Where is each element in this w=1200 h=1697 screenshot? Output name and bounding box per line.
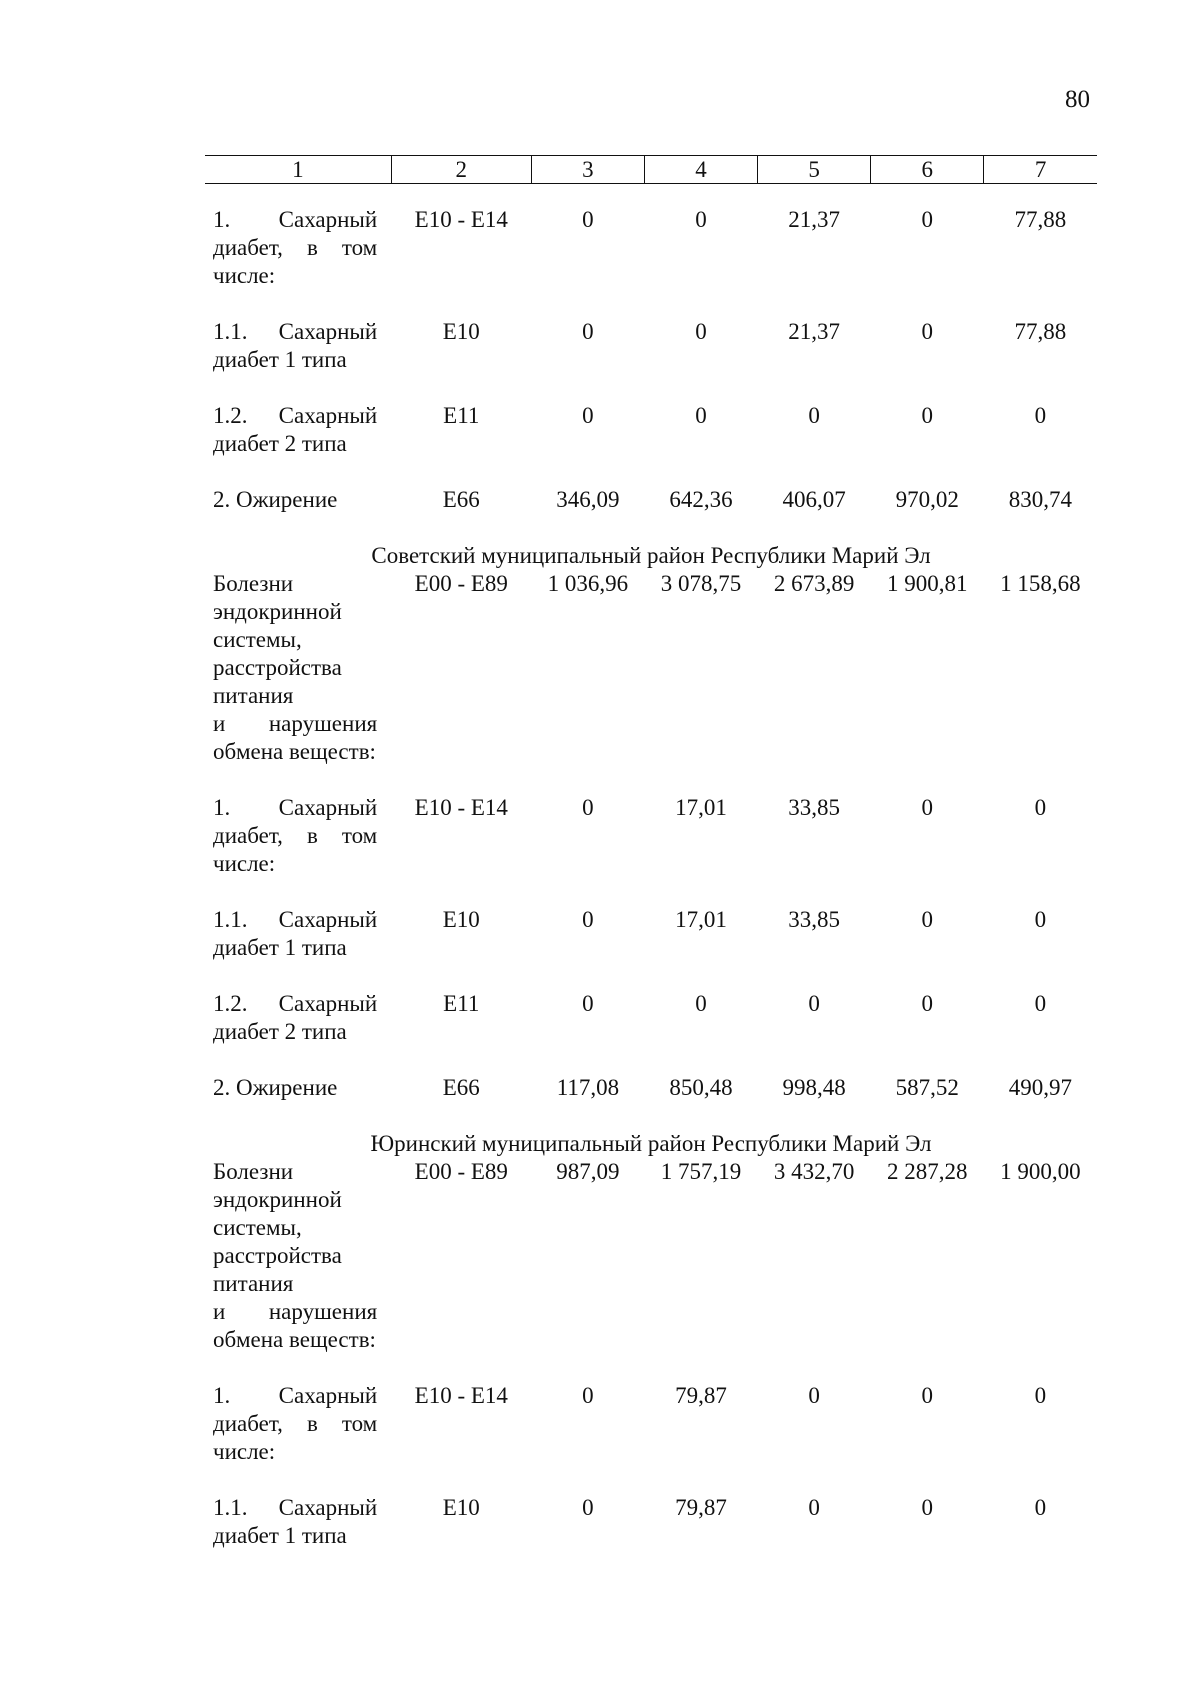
row-name (205, 402, 391, 486)
value-cell: 0 (921, 403, 934, 428)
header-cell: 4 (644, 156, 757, 184)
row-name-line: обмена веществ: (213, 1327, 376, 1352)
value-cell: 2 673,89 (773, 571, 855, 596)
value-cell: 0 (1034, 907, 1047, 932)
value-cell: 850,48 (669, 1075, 733, 1100)
value-cell: 1 036,96 (547, 571, 629, 596)
row-name-line: 1. Сахарный (213, 1383, 378, 1408)
icd-code: E11 (443, 991, 480, 1016)
value-cell: 1 900,81 (887, 571, 968, 596)
value-cell: 0 (921, 907, 934, 932)
value-cell: 406,07 (782, 487, 846, 512)
row-name-line: системы, (213, 1215, 302, 1240)
value-cell: 0 (695, 991, 707, 1016)
row-name-line: 1.1. Сахарный (213, 1495, 378, 1520)
value-cell: 21,37 (788, 207, 841, 232)
value-cell: 490,97 (1008, 1075, 1073, 1100)
row-name (205, 570, 391, 794)
row-name-line: диабет 1 типа (213, 1523, 347, 1548)
row-name-line: и нарушения (213, 711, 378, 736)
value-cell: 970,02 (895, 487, 959, 512)
value-cell: 3 078,75 (660, 571, 742, 596)
table-row (205, 570, 1097, 794)
section-title-row (205, 542, 1097, 570)
value-cell: 0 (582, 1383, 594, 1408)
row-name (205, 990, 391, 1074)
value-cell: 0 (921, 1495, 934, 1520)
value-cell: 346,09 (556, 487, 620, 512)
value-cell: 0 (582, 403, 594, 428)
value-cell: 79,87 (675, 1495, 727, 1520)
row-name (205, 1074, 391, 1130)
value-cell: 987,09 (556, 1159, 620, 1184)
table-row (205, 990, 1097, 1074)
row-name (205, 486, 391, 542)
value-cell: 0 (808, 1495, 820, 1520)
row-name-line: 2. Ожирение (213, 1075, 338, 1100)
table-row (205, 402, 1097, 486)
section-title: Советский муниципальный район Республики Марий Эл (371, 543, 931, 568)
table-row (205, 1382, 1097, 1494)
value-cell: 642,36 (669, 487, 733, 512)
value-cell: 33,85 (788, 907, 841, 932)
row-name-line: числе: (213, 851, 276, 876)
value-cell: 998,48 (782, 1075, 846, 1100)
table-row (205, 1158, 1097, 1382)
row-name-line: 1.1. Сахарный (213, 319, 378, 344)
row-name (205, 206, 391, 318)
section-title: Юринский муниципальный район Республики Марий Эл (370, 1131, 932, 1156)
icd-code: E10 - E14 (414, 207, 508, 232)
row-name-line: питания (213, 1271, 294, 1296)
value-cell: 0 (808, 403, 820, 428)
icd-code: E66 (442, 487, 480, 512)
value-cell: 0 (1034, 795, 1047, 820)
row-name-line: 1. Сахарный (213, 795, 378, 820)
icd-code: E00 - E89 (414, 1159, 508, 1184)
value-cell: 0 (921, 319, 934, 344)
row-name-line: питания (213, 683, 294, 708)
value-cell: 2 287,28 (887, 1159, 968, 1184)
value-cell: 0 (582, 795, 594, 820)
value-cell: 0 (1034, 1495, 1047, 1520)
row-name (205, 1494, 391, 1578)
table-row (205, 486, 1097, 542)
value-cell: 0 (808, 991, 820, 1016)
value-cell: 0 (921, 795, 934, 820)
value-cell: 117,08 (556, 1075, 620, 1100)
row-name-line: эндокринной (213, 599, 342, 624)
row-name-line: 1. Сахарный (213, 207, 378, 232)
row-name-line: расстройства (213, 655, 342, 680)
value-cell: 0 (582, 207, 594, 232)
value-cell: 21,37 (788, 319, 841, 344)
value-cell: 0 (695, 319, 707, 344)
value-cell: 17,01 (675, 795, 727, 820)
section-title-row (205, 1130, 1097, 1158)
value-cell: 0 (808, 1383, 820, 1408)
row-name-line: системы, (213, 627, 302, 652)
row-name (205, 794, 391, 906)
row-name-line: обмена веществ: (213, 739, 376, 764)
header-cell: 2 (391, 156, 531, 184)
data-table (205, 206, 1097, 1578)
row-name (205, 1158, 391, 1382)
row-name-line: расстройства (213, 1243, 342, 1268)
value-cell: 0 (921, 207, 934, 232)
row-name-line: диабет 1 типа (213, 935, 347, 960)
table-row (205, 1074, 1097, 1130)
row-name-line: 1.2. Сахарный (213, 991, 378, 1016)
row-name (205, 1382, 391, 1494)
icd-code: E11 (443, 403, 480, 428)
row-name-line: числе: (213, 1439, 276, 1464)
header-cell: 5 (758, 156, 871, 184)
value-cell: 77,88 (1014, 319, 1067, 344)
header-cell: 3 (531, 156, 644, 184)
value-cell: 79,87 (675, 1383, 727, 1408)
document-content (205, 155, 1097, 1578)
icd-code: E00 - E89 (414, 571, 508, 596)
value-cell: 0 (695, 207, 707, 232)
value-cell: 0 (582, 907, 594, 932)
row-name-line: диабет 1 типа (213, 347, 347, 372)
header-row (205, 156, 1097, 184)
row-name-line: диабет 2 типа (213, 431, 347, 456)
value-cell: 0 (1034, 403, 1047, 428)
value-cell: 1 158,68 (1000, 571, 1081, 596)
header-cell: 6 (871, 156, 984, 184)
row-name-line: эндокринной (213, 1187, 342, 1212)
row-name (205, 318, 391, 402)
value-cell: 3 432,70 (773, 1159, 855, 1184)
value-cell: 17,01 (675, 907, 727, 932)
value-cell: 0 (1034, 1383, 1047, 1408)
row-name-line: диабет, в том (213, 823, 378, 848)
row-name-line: 1.1. Сахарный (213, 907, 378, 932)
table-row (205, 206, 1097, 318)
value-cell: 587,52 (895, 1075, 959, 1100)
value-cell: 77,88 (1014, 207, 1067, 232)
value-cell: 0 (1034, 991, 1047, 1016)
icd-code: E10 (442, 319, 480, 344)
value-cell: 0 (695, 403, 707, 428)
table-row (205, 794, 1097, 906)
value-cell: 33,85 (788, 795, 841, 820)
table-row (205, 1494, 1097, 1578)
row-name (205, 906, 391, 990)
row-name-line: и нарушения (213, 1299, 378, 1324)
value-cell: 1 900,00 (1000, 1159, 1081, 1184)
icd-code: E66 (442, 1075, 480, 1100)
row-name-line: диабет, в том (213, 235, 378, 260)
value-cell: 0 (582, 991, 594, 1016)
row-name-line: диабет 2 типа (213, 1019, 347, 1044)
value-cell: 0 (582, 1495, 594, 1520)
value-cell: 1 757,19 (660, 1159, 742, 1184)
row-name-line: 1.2. Сахарный (213, 403, 378, 428)
row-name-line: 2. Ожирение (213, 487, 338, 512)
value-cell: 0 (582, 319, 594, 344)
table-row (205, 906, 1097, 990)
row-name-line: Болезни (213, 571, 294, 596)
icd-code: E10 (442, 1495, 480, 1520)
value-cell: 830,74 (1008, 487, 1073, 512)
page-number: 80 (1065, 86, 1090, 113)
column-number-header (205, 155, 1097, 184)
value-cell: 0 (921, 1383, 934, 1408)
header-cell: 1 (205, 156, 391, 184)
row-name-line: диабет, в том (213, 1411, 378, 1436)
row-name-line: числе: (213, 263, 276, 288)
icd-code: E10 (442, 907, 480, 932)
icd-code: E10 - E14 (414, 795, 508, 820)
row-name-line: Болезни (213, 1159, 294, 1184)
header-cell: 7 (984, 156, 1097, 184)
icd-code: E10 - E14 (414, 1383, 508, 1408)
value-cell: 0 (921, 991, 934, 1016)
table-row (205, 318, 1097, 402)
